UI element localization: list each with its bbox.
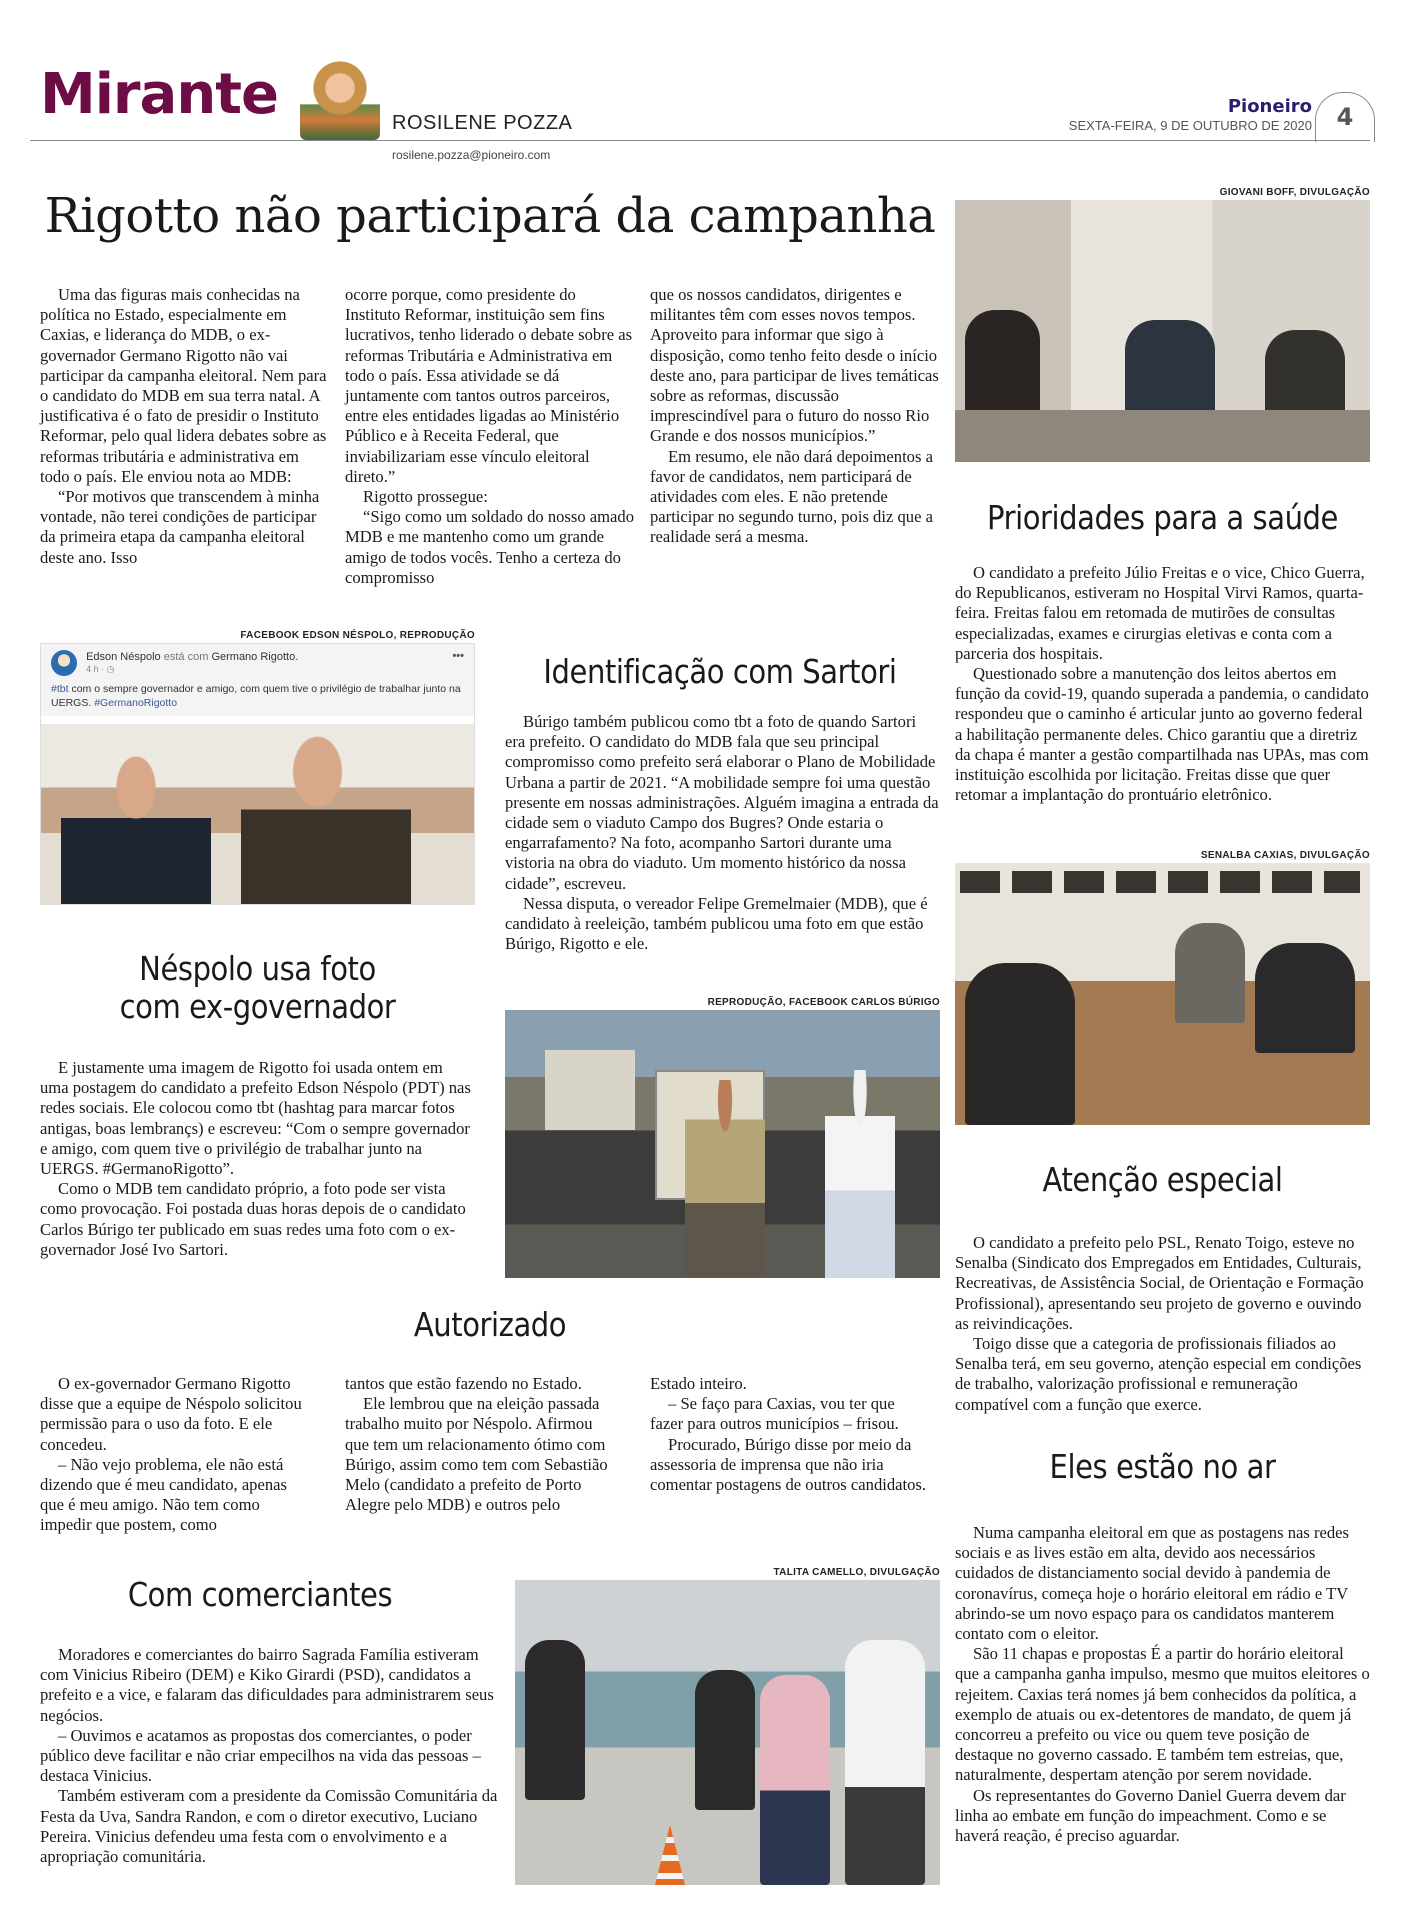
noar-headline: Eles estão no ar	[1049, 1447, 1276, 1486]
paragraph: Moradores e comerciantes do bairro Sagrada Família estiveram com Vinicius Ribeiro (DEM) e Kiko Girardi (PSD), candidatos a prefeito e a vice, e falaram das dificuldades para administrarem seus negócios.	[40, 1645, 494, 1725]
photo-person	[760, 1675, 830, 1885]
photo-frames	[960, 871, 1360, 893]
lead-column-1	[40, 285, 330, 568]
paragraph: Em resumo, ele não dará depoimentos a favor de candidatos, nem participará de atividades com eles. E não pretende participar no segundo turno, pois diz que a realidade será a mesma.	[650, 446, 933, 547]
autorizado-headline: Autorizado	[413, 1305, 567, 1344]
newspaper-logo: Pioneiro	[1227, 96, 1312, 117]
photo-person	[61, 754, 211, 905]
photo-two-men	[41, 724, 475, 905]
paragraph: Questionado sobre a manutenção dos leitos abertos em função da covid-19, quando superada a pandemia, o candidato respondeu que o caminho é articular junto ao governo federal a habilitação permanente deles. Chico garantiu que a diretriz da chapa é manter a gestão compartilhada nas UPAs, mas com instituição escolhida por licitação. Freitas disse que quer retomar a implantação do prontuário eletrônico.	[955, 664, 1369, 805]
paragraph: Também estiveram com a presidente da Comissão Comunitária da Festa da Uva, Sandra Randon, e com o diretor executivo, Luciano Pereira. Vinicius defendeu uma festa com o envolvimento e a apropriação comunitária.	[40, 1786, 498, 1867]
header-divider	[30, 140, 1370, 141]
lead-column-2	[345, 285, 635, 588]
facebook-post-header	[41, 644, 474, 716]
photo-saude-meeting	[955, 200, 1370, 462]
comerciantes-headline: Com comerciantes	[127, 1575, 393, 1614]
photo-person	[1175, 923, 1245, 1023]
more-options-icon: •••	[452, 650, 464, 662]
paragraph: Nessa disputa, o vereador Felipe Gremelmaier (MDB), que é candidato à reeleição, também publicou uma foto em que estão Búrigo, Rigotto e ele.	[505, 893, 928, 954]
paragraph: O ex-governador Germano Rigotto disse que a equipe de Néspolo solicitou permissão para o uso da foto. E ele concedeu.	[40, 1374, 302, 1454]
autorizado-column-2	[345, 1374, 620, 1515]
photo-person	[965, 963, 1075, 1125]
noar-body	[955, 1523, 1370, 1846]
photo-senalba-meeting	[955, 863, 1370, 1125]
photo-person	[1255, 943, 1355, 1053]
photo-road-inspection	[505, 1010, 940, 1278]
photo-traffic-cone	[655, 1825, 685, 1885]
photo-person	[525, 1640, 585, 1800]
paragraph: Estado inteiro.	[650, 1374, 747, 1393]
autorizado-column-1	[40, 1374, 315, 1536]
sartori-headline: Identificação com Sartori	[543, 652, 897, 691]
atencao-headline: Atenção especial	[1042, 1160, 1283, 1199]
paragraph: Numa campanha eleitoral em que as postagens nas redes sociais e as lives estão em alta, devido aos necessários cuidados de distanciamento social devido à pandemia de coronavírus, começa hoje o horário eleitoral em rádio e TV abrindo-se um novo espaço para os candidatos manterem contato com o eleitor.	[955, 1523, 1349, 1644]
photo-credit: REPRODUÇÃO, FACEBOOK CARLOS BÚRIGO	[707, 997, 940, 1008]
paragraph: Búrigo também publicou como tbt a foto de quando Sartori era prefeito. O candidato do MDB fala que seu principal compromisso como prefeito será elaborar o Plano de Mobilidade Urbana a partir de 2021. “A mobilidade sempre foi uma questão presente em nossas administrações. Alguém imagina a entrada da cidade sem o viaduto Campo dos Bugres? Onde estaria o engarrafamento? Na foto, acompanho Sartori durante uma vistoria na obra do viaduto. Um momento histórico da nossa cidade”, escreveu.	[505, 712, 939, 893]
post-timestamp: 4 h · ◷	[86, 664, 115, 674]
photo-credit: SENALBA CAXIAS, DIVULGAÇÃO	[1200, 850, 1370, 861]
photo-credit: TALITA CAMELLO, DIVULGAÇÃO	[773, 1567, 940, 1578]
nespolo-headline: Néspolo usa foto com ex-governador	[119, 949, 396, 1026]
photo-person	[695, 1670, 755, 1810]
photo-person	[845, 1640, 925, 1885]
author-name: ROSILENE POZZA	[392, 112, 573, 134]
section-title: Mirante	[40, 62, 278, 127]
paragraph: Como o MDB tem candidato próprio, a foto pode ser vista como provocação. Foi postada duas horas depois de o candidato Carlos Búrigo ter publicado em suas redes uma foto com o ex-governador José Ivo Sartori.	[40, 1179, 466, 1259]
sartori-body	[505, 712, 940, 954]
nespolo-body	[40, 1058, 475, 1260]
autorizado-column-3	[650, 1374, 930, 1495]
photo-truck	[545, 1050, 635, 1130]
post-author: Edson Néspolo está com Germano Rigotto. 4 h · ◷	[86, 651, 299, 674]
post-text: #tbt com o sempre governador e amigo, com quem tive o privilégio de trabalhar junto na UERGS. #GermanoRigotto	[51, 683, 461, 709]
saude-headline: Prioridades para a saúde	[987, 498, 1338, 537]
lead-column-3	[650, 285, 940, 548]
paragraph: O candidato a prefeito Júlio Freitas e o vice, Chico Guerra, do Republicanos, estiveram no Hospital Virvi Ramos, quarta-feira. Freitas falou em retomada de mutirões de consultas especializadas, exames e cirurgias eletivas e conta com a parceria dos hospitais.	[955, 563, 1365, 663]
paragraph: – Se faço para Caxias, vou ter que fazer para outros municípios – frisou.	[650, 1394, 899, 1434]
facebook-post-screenshot	[40, 643, 475, 905]
page-number: 4	[1315, 92, 1375, 142]
avatar	[51, 650, 77, 676]
paragraph: tantos que estão fazendo no Estado.	[345, 1374, 582, 1393]
saude-body	[955, 563, 1370, 805]
paragraph: Uma das figuras mais conhecidas na política no Estado, especialmente em Caxias, e liderança do MDB, o ex-governador Germano Rigotto não vai participar da campanha eleitoral. Nem para o candidato do MDB em sua terra natal. A justificativa é o fato de presidir o Instituto Reformar, pelo qual lidera debates sobre as reformas tributária e administrativa em todo o país. Ele enviou nota ao MDB:	[40, 285, 327, 486]
paragraph: que os nossos candidatos, dirigentes e militantes têm com esses novos tempos. Aproveito para informar que sigo à disposição, como tenho feito desde o início deste ano, para participar de lives temáticas sobre as reformas, discussão imprescindível para o futuro do nosso Rio Grande e dos nossos municípios.”	[650, 285, 939, 446]
photo-person	[825, 1070, 895, 1278]
paragraph: Rigotto prossegue:	[363, 487, 488, 507]
photo-credit: GIOVANI BOFF, DIVULGAÇÃO	[1219, 187, 1370, 198]
paragraph: O candidato a prefeito pelo PSL, Renato Toigo, esteve no Senalba (Sindicato dos Empregados em Entidades, Culturais, Recreativas, de Assistência Social, de Orientação e Formação Profissional), apresentando seu projeto de governo e ouvindo as reivindicações.	[955, 1233, 1364, 1333]
paragraph: – Não vejo problema, ele não está dizendo que é meu candidato, apenas que é meu amigo. Não tem como impedir que postem, como	[40, 1454, 287, 1535]
paragraph: Toigo disse que a categoria de profissionais filiados ao Senalba terá, em seu governo, atenção especial em condições de trabalho, valorização profissional e remuneração compatível com a função que exerce.	[955, 1334, 1362, 1414]
atencao-body	[955, 1233, 1370, 1415]
lead-headline: Rigotto não participará da campanha	[44, 188, 936, 244]
author-email[interactable]: rosilene.pozza@pioneiro.com	[392, 148, 551, 162]
paragraph: ocorre porque, como presidente do Instituto Reformar, instituição sem fins lucrativos, tenho liderado o debate sobre as reformas Tributária e Administrativa em todo o país. Essa atividade se dá juntamente com tantos outros parceiros, entre eles entidades ligadas ao Ministério Público e à Receita Federal, que inviabilizariam esse vínculo eleitoral direto.”	[345, 285, 633, 486]
photo-credit: FACEBOOK EDSON NÉSPOLO, REPRODUÇÃO	[240, 630, 475, 641]
author-photo	[300, 60, 380, 140]
comerciantes-body	[40, 1645, 500, 1867]
paragraph: “Sigo como um soldado do nosso amado MDB e me mantenho como um grande amigo de todos vocês. Tenho a certeza do compromisso	[345, 507, 635, 587]
paragraph: Os representantes do Governo Daniel Guerra devem dar linha ao embate em função do impeachment. Como e se haverá reação, é preciso aguardar.	[955, 1785, 1346, 1846]
paragraph: Procurado, Búrigo disse por meio da assessoria de imprensa que não iria comentar postagens de outros candidatos.	[650, 1434, 927, 1495]
paragraph: “Por motivos que transcendem à minha vontade, não terei condições de participar da primeira etapa da campanha eleitoral deste ano. Isso	[40, 487, 320, 567]
photo-floor	[955, 410, 1370, 462]
paragraph: São 11 chapas e propostas É a partir do horário eleitoral que a campanha ganha impulso, mesmo que muitos eleitores o rejeitem. Caxias terá nomes já bem conhecidos da política, a exemplo de atuais ou ex-detentores de mandato, de quem já concorreu a prefeito ou vice ou quem teve posição de destaque no governo cassado. E também tem estreias, que, naturalmente, despertam atenção por serem novidade.	[955, 1644, 1370, 1785]
photo-person	[685, 1080, 765, 1278]
paragraph: Ele lembrou que na eleição passada trabalho muito por Néspolo. Afirmou que tem um relacionamento ótimo com Búrigo, assim como tem com Sebastião Melo (candidato a prefeito de Porto Alegre pelo MDB) e outros pelo	[345, 1394, 608, 1515]
paragraph: – Ouvimos e acatamos as propostas dos comerciantes, o poder público deve facilitar e não criar empecilhos na vida das pessoas – destaca Vinicius.	[40, 1725, 481, 1786]
paragraph: E justamente uma imagem de Rigotto foi usada ontem em uma postagem do candidato a prefeito Edson Néspolo (PDT) nas redes sociais. Ele colocou como tbt (hashtag para marcar fotos antigas, boas lembrançs) e escreveu: “Com o sempre governador e amigo, com quem tive o privilégio de trabalhar junto na UERGS. #GermanoRigotto”.	[40, 1058, 471, 1179]
photo-store-visit	[515, 1580, 940, 1885]
photo-person	[241, 734, 411, 905]
dateline: SEXTA-FEIRA, 9 DE OUTUBRO DE 2020	[1068, 118, 1312, 133]
